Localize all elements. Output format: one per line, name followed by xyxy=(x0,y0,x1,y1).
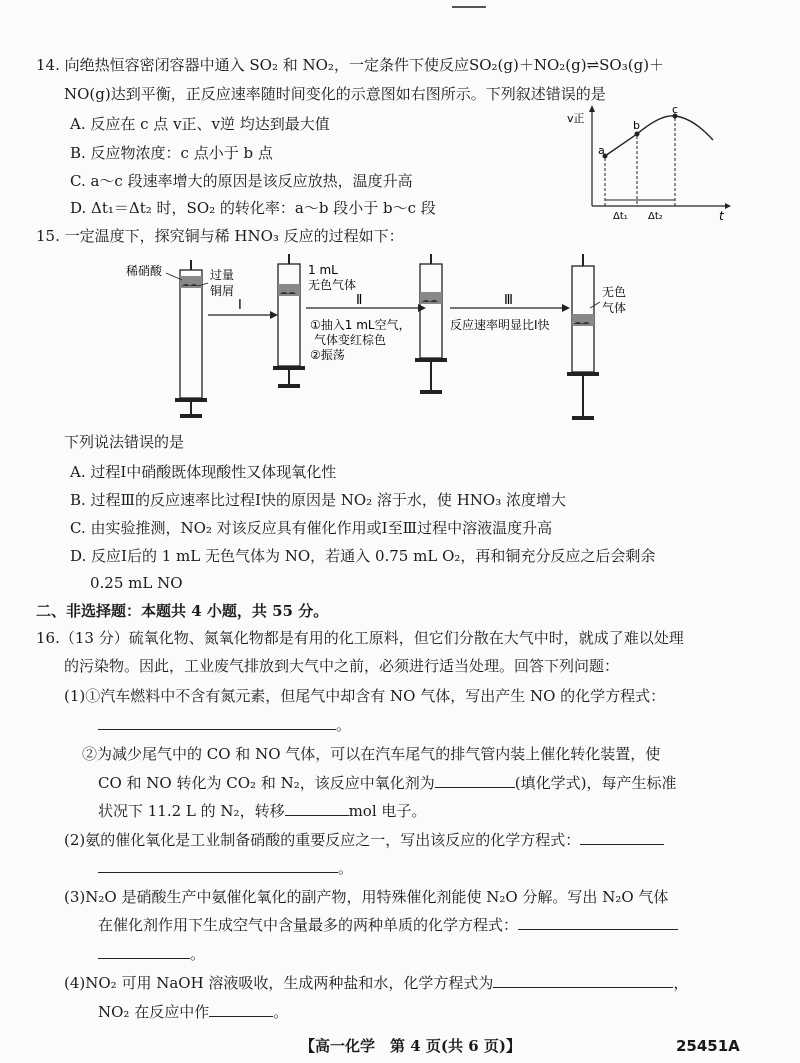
q16-p3-line2: 在催化剂作用下生成空气中含量最多的两种单质的化学方程式： xyxy=(98,915,678,935)
q14-stem-line2: NO(g)达到平衡，正反应速率随时间变化的示意图如右图所示。下列叙述错误的是 xyxy=(64,85,606,103)
q16-p1b-line1: ②为减少尾气中的 CO 和 NO 气体，可以在汽车尾气的排气管内装上催化转化装置，使 xyxy=(82,745,661,763)
q16-p3-line1: (3)N₂O 是硝酸生产中氨催化氧化的副产物，用特殊催化剂能使 N₂O 分解。写出 N₂O 气体 xyxy=(64,888,669,906)
q14-option-b: B. 反应物浓度：c 点小于 b 点 xyxy=(70,144,273,162)
label-excess: 过量 xyxy=(210,268,235,282)
q16-p3-answer-row: 。 xyxy=(98,944,205,964)
step3-label: Ⅲ xyxy=(504,293,513,308)
point-b xyxy=(635,132,640,137)
q16-p2-blank-a[interactable] xyxy=(580,830,664,845)
step2-label: Ⅱ xyxy=(356,293,363,308)
q16-stem-line1: 16.（13 分）硫氧化物、氮氧化物都是有用的化工原料，但它们分散在大气中时，就成了难以处理 xyxy=(36,629,684,647)
q14-option-a: A. 反应在 c 点 v正、v逆 均达到最大值 xyxy=(70,115,330,133)
q15-question: 下列说法错误的是 xyxy=(64,433,185,451)
label-final-colorless: 无色 xyxy=(602,285,627,299)
q16-p2-answer-row: 。 xyxy=(98,858,353,878)
section2-title: 二、非选择题：本题共 4 小题，共 55 分。 xyxy=(36,602,329,620)
q16-p3-blank-a[interactable] xyxy=(518,915,678,930)
syringe-2 xyxy=(273,254,305,388)
q16-p4-blank-a[interactable] xyxy=(493,973,673,988)
q15-syringe-diagram xyxy=(120,250,640,425)
q15-option-b: B. 过程Ⅲ的反应速率比过程Ⅰ快的原因是 NO₂ 溶于水，使 HNO₃ 浓度增大 xyxy=(70,491,566,509)
q16-p1-line1: (1)①汽车燃料中不含有氮元素，但尾气中却含有 NO 气体，写出产生 NO 的化学方程式： xyxy=(64,687,666,705)
rate-curve xyxy=(605,116,713,156)
q16-p1b-line3: 状况下 11.2 L 的 N₂，转移 mol 电子。 xyxy=(98,802,427,820)
note-rate-faster: 反应速率明显比Ⅰ快 xyxy=(450,318,550,332)
note-red-brown: 气体变红棕色 xyxy=(314,333,387,347)
q14-option-c: C. a～c 段速率增大的原因是该反应放热，温度升高 xyxy=(70,172,413,190)
q16-p1b-line2: CO 和 NO 转化为 CO₂ 和 N₂，该反应中氧化剂为 (填化学式)，每产生标准 xyxy=(98,774,677,792)
interval-dt1: Δt₁ xyxy=(613,211,628,222)
note-draw-air: ①抽入1 mL空气， xyxy=(310,318,411,332)
note-shake: ②振荡 xyxy=(310,348,345,362)
syringe-3 xyxy=(415,254,447,394)
label-b: b xyxy=(633,119,640,132)
q16-p1-end: 。 xyxy=(336,716,352,734)
page-top-mark xyxy=(452,6,486,8)
q16-p1-blank[interactable] xyxy=(98,715,336,730)
label-c: c xyxy=(672,104,679,116)
q16-p2-blank-b[interactable] xyxy=(98,858,338,873)
label-dilute-acid: 稀硝酸 xyxy=(126,264,163,278)
q16-p1-answer-row xyxy=(98,715,351,735)
q16-stem-line2: 的污染物。因此，工业废气排放到大气中之前，必须进行适当处理。回答下列问题： xyxy=(64,657,620,675)
syringe-1 xyxy=(175,260,207,418)
label-copper: 铜屑 xyxy=(210,284,235,298)
syringe-4 xyxy=(567,254,599,420)
step1-label: Ⅰ xyxy=(238,298,242,313)
q16-oxidant-blank[interactable] xyxy=(435,773,515,788)
q14-stem-line1: 14. 向绝热恒容密闭容器中通入 SO₂ 和 NO₂，一定条件下使反应SO₂(g)＋NO₂(g)⇌SO₃(g)＋ xyxy=(36,56,665,74)
q15-option-c: C. 由实验推测，NO₂ 对该反应具有催化作用或Ⅰ至Ⅲ过程中溶液温度升高 xyxy=(70,519,553,537)
label-a: a xyxy=(598,144,605,157)
q14-rate-graph xyxy=(565,104,735,228)
label-gas-volume: 1 mL xyxy=(308,263,338,277)
q15-option-d-cont: 0.25 mL NO xyxy=(90,574,183,592)
q16-p4-line1: (4)NO₂ 可用 NaOH 溶液吸收，生成两种盐和水，化学方程式为 ， xyxy=(64,974,689,992)
q16-electron-blank[interactable] xyxy=(285,801,349,816)
footer-code: 25451A xyxy=(676,1037,740,1055)
q15-option-d: D. 反应Ⅰ后的 1 mL 无色气体为 NO，若通入 0.75 mL O₂，再和铜充分反应之后会剩余 xyxy=(70,547,656,565)
footer-page-info: 【高一化学 第 4 页(共 6 页)】 xyxy=(300,1037,521,1055)
q15-option-a: A. 过程Ⅰ中硝酸既体现酸性又体现氧化性 xyxy=(70,463,337,481)
graph-y-label: v正 xyxy=(567,112,585,125)
q14-option-d: D. Δt₁＝Δt₂ 时，SO₂ 的转化率：a～b 段小于 b～c 段 xyxy=(70,199,436,217)
label-colorless-gas: 无色气体 xyxy=(308,278,357,292)
q15-stem: 15. 一定温度下，探究铜与稀 HNO₃ 反应的过程如下： xyxy=(36,227,404,245)
graph-x-label: t xyxy=(719,209,724,223)
q16-p4-blank-b[interactable] xyxy=(209,1002,273,1017)
label-final-gas: 气体 xyxy=(602,301,627,315)
q16-p3-blank-b[interactable] xyxy=(98,944,190,959)
q16-p4-line2: NO₂ 在反应中作 。 xyxy=(98,1003,289,1021)
q16-p2-line1: (2)氨的催化氧化是工业制备硝酸的重要反应之一，写出该反应的化学方程式： xyxy=(64,830,664,850)
interval-dt2: Δt₂ xyxy=(648,211,663,222)
page-footer xyxy=(0,1034,800,1063)
